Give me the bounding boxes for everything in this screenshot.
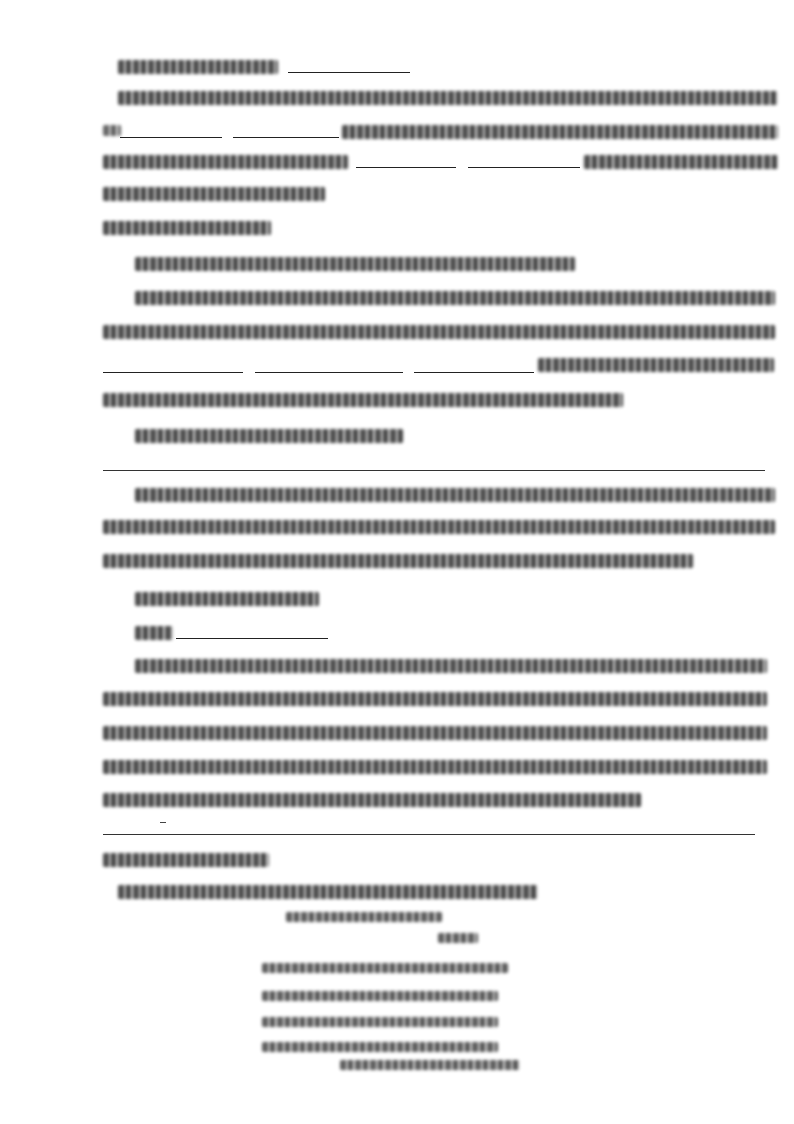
poem-line: [262, 1042, 498, 1052]
answer-blank[interactable]: [356, 167, 456, 168]
answer-blank[interactable]: [120, 137, 222, 138]
text-line: [135, 626, 173, 640]
text-line: [103, 125, 121, 136]
text-line: [135, 291, 775, 305]
text-line: [103, 393, 623, 407]
text-line: [103, 760, 767, 774]
poem-line: [262, 991, 498, 1001]
text-line: [135, 257, 575, 271]
text-line: [135, 429, 403, 443]
text-line: [103, 726, 767, 740]
text-line: [118, 91, 778, 105]
text-line: [103, 155, 348, 169]
text-line: [135, 488, 775, 502]
text-line: [342, 125, 778, 139]
text-line: [103, 520, 775, 534]
poem-author: [438, 933, 478, 943]
text-line: [103, 692, 767, 706]
poem-line: [262, 963, 508, 973]
section-divider: [103, 470, 765, 471]
text-line: [103, 221, 271, 235]
poem-footer: [340, 1060, 520, 1070]
text-line: [103, 187, 325, 201]
text-line: [584, 155, 778, 169]
text-line: [135, 592, 319, 606]
answer-blank[interactable]: [255, 372, 403, 373]
stray-mark: [160, 822, 166, 823]
answer-blank[interactable]: [414, 372, 534, 373]
answer-blank[interactable]: [103, 372, 243, 373]
text-line: [103, 793, 641, 807]
answer-blank[interactable]: [176, 638, 328, 639]
poem-title: [286, 912, 442, 922]
section-divider: [103, 834, 755, 835]
text-line: [118, 60, 278, 74]
text-line: [135, 659, 767, 673]
text-line: [538, 358, 774, 372]
poem-line: [262, 1017, 498, 1027]
text-line: [103, 325, 775, 339]
answer-blank[interactable]: [468, 167, 580, 168]
answer-blank[interactable]: [233, 137, 339, 138]
text-line: [103, 554, 693, 568]
section-heading: [103, 853, 269, 867]
answer-blank[interactable]: [288, 72, 410, 73]
question-heading: [118, 885, 538, 899]
